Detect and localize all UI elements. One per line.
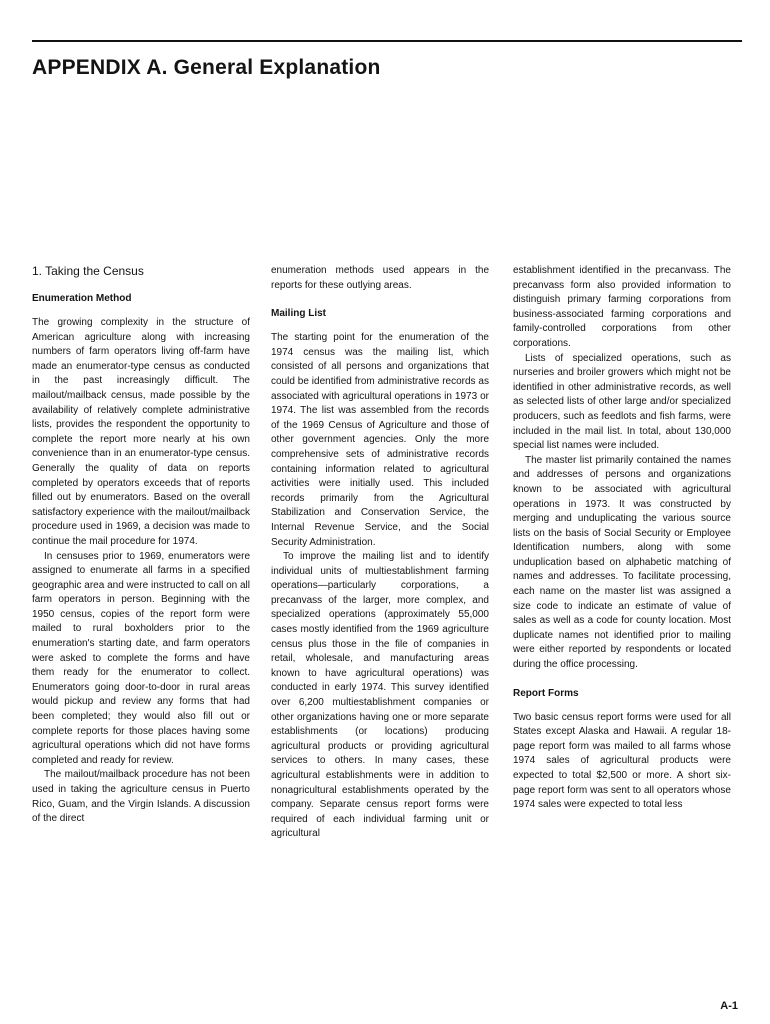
subheading-report-forms: Report Forms [513,687,579,699]
paragraph: Two basic census report forms were used for all States except Alaska and Hawaii. A regular 18-page report form was mailed to all farms whose 1974 sales of agricultural products were expected to total $2,500 or more. A short six-page report form was sent to all operators whose 1974 sales were expected to total less [513,711,731,811]
paragraph: establishment identified in the precanvass. The precanvass form also provided information to distinguish primary farming corporations from business-associated farming corporations and family-controlled corporations from other corporations. [513,265,731,349]
paragraph: The growing complexity in the structure of American agriculture along with increasing numbers of farm operators living off-farm have made an enumerator-type census as conducted in the past increasingly difficult. The mailout/mailback census, made possible by the availability of relatively complete administrative lists, provides the respondent the opportunity to complete the report more nearly at his own convenience than in an enumerator-type census. Generally the quality of data on reports completed by operators exceeds that of reports filled out by enumerators. Based on the overall satisfactory experience with the mailout/mailback procedure used in 1969, a decision was made to continue the mail procedure for 1974. [32,317,250,547]
paragraph: enumeration methods used appears in the reports for these outlying areas. [271,265,489,291]
paragraph: The master list primarily contained the names and addresses of persons and organizations known to be associated with agricultural operations in 1973. It was constructed by merging and unduplicating the various source lists on the basis of Social Security or Employee Identification numbers, along with some unduplication based on alphabetic matching of names and addresses. To facilitate processing, each name on the master list was assigned a size code to indicate an estimate of value of sales as well as a code for county location. Most duplicate names not identified prior to mailing were either reported by respondents or located during the office processing. [513,454,731,671]
page-title: APPENDIX A. General Explanation [32,56,381,79]
paragraph: To improve the mailing list and to identify individual units of multiestablishment farming operations—particularly corporations, a precanvass of the larger, more complex, and specialized operations (approximately 55,000 cases mostly identified from the 1969 agriculture census plus those in the file of companies in retail, wholesale, and manufacturing areas known to have agricultural operations) was conducted in early 1974. This survey identified over 6,200 multiestablishment companies or other organizations having one or more separate establishments (or locations) producing agricultural products or providing agricultural services to others. In many cases, these agricultural establishments were in addition to nonagricultural establishments operated by the company. Separate census report forms were required of each individual farming unit or agricultural [271,551,489,840]
column-2 [271,264,489,842]
paragraph: The starting point for the enumeration of the 1974 census was the mailing list, which consisted of all persons and organizations that could be identified from administrative records as associated with agricultural operations in 1973 or 1974. The list was assembled from the records of the 1969 Census of Agriculture and those of other government agencies. Only the more comprehensive sets of administrative records containing information related to agricultural activities were initially used. This included records primarily from the Agricultural Stabilization and Conservation Service, the Internal Revenue Service, and the Social Security Administration. [271,332,489,548]
paragraph: Lists of specialized operations, such as nurseries and broiler growers which might not be identified in other administrative records, as well as selected lists of other large and/or specialized producers, such as feedlots and fish farms, were included in the mail list. In total, about 130,000 special list names were included. [513,352,731,452]
section-heading-taking-the-census: 1. Taking the Census [32,264,144,278]
column-3 [513,264,731,813]
paragraph: The mailout/mailback procedure has not been used in taking the agriculture census in Puerto Rico, Guam, and the Virgin Islands. A discussion of the direct [32,769,250,825]
top-rule [32,40,742,42]
page-number: A-1 [720,1000,738,1012]
column-1 [32,264,250,827]
subheading-enumeration-method: Enumeration Method [32,293,132,304]
paragraph: In censuses prior to 1969, enumerators were assigned to enumerate all farms in a specified geographic area and were instructed to call on all farm operators in person. Beginning with the 1950 census, copies of the report form were mailed to rural boxholders prior to the enumeration's starting date, and farm operators were asked to complete the forms and have them ready for the enumerator to collect. Enumerators going door-to-door in rural areas would pickup and review any forms that had been completed; they would also fill out or complete reports for those places having some agricultural operations which did not have forms completed and ready for review. [32,550,250,766]
subheading-mailing-list: Mailing List [271,308,326,320]
